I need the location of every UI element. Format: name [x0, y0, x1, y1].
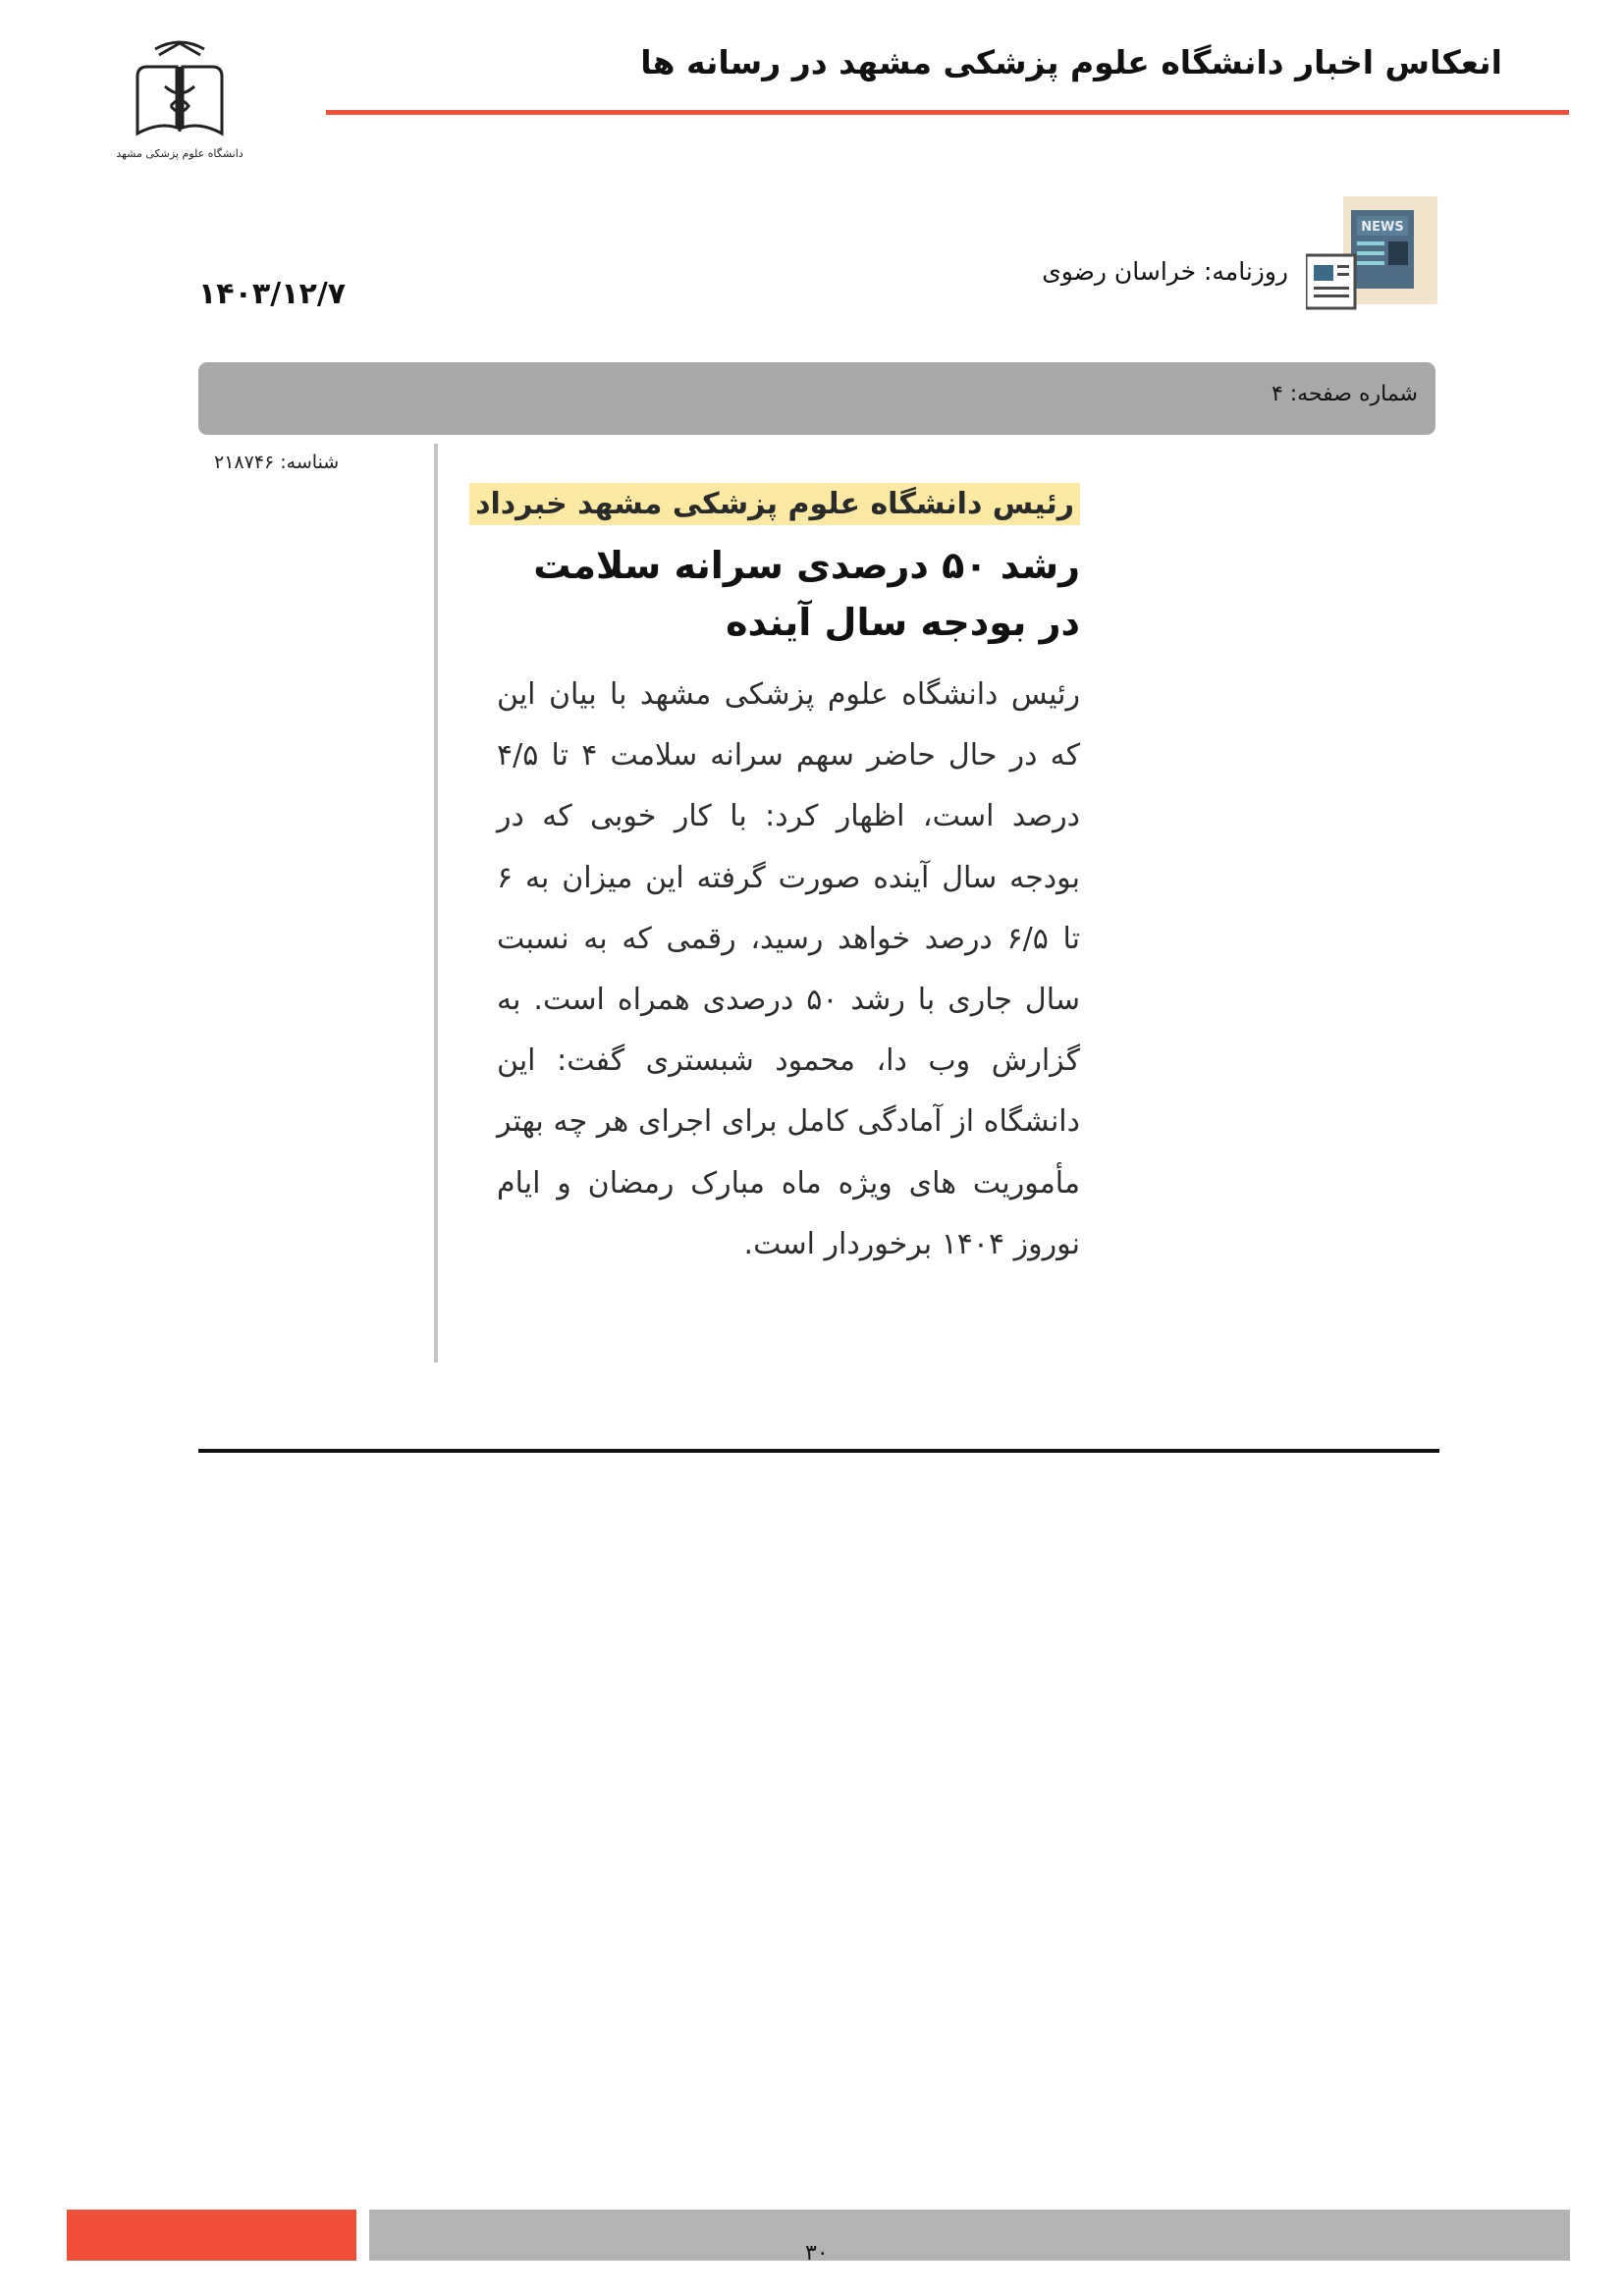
news-clipping [475, 483, 1081, 1275]
article-headline-line-1: رشد ۵۰ درصدی سرانه سلامت [533, 544, 1080, 587]
news-icon-label: NEWS [1361, 220, 1404, 235]
column-divider [434, 444, 438, 1362]
logo-caption: دانشگاه علوم پزشکی مشهد [116, 147, 244, 160]
clipping-bottom-rule [198, 1449, 1439, 1453]
article-body: رئیس دانشگاه علوم پزشکی مشهد با بیان این که در حال حاضر سهم سرانه سلامت ۴ تا ۴/۵ درصد است، اظهار کرد: با کار خوبی که در بودجه سال آینده صورت گرفته این میزان به ۶ تا ۶/۵ درصد خواهد رسید، رقمی که به نسبت سال جاری با رشد ۵۰ درصدی همراه است. به گزارش وب دا، محمود شبستری گفت: این دانشگاه از آمادگی کامل برای اجرای هر چه بهتر مأموریت های ویژه ماه مبارک رمضان و ایام نوروز ۱۴۰۴ برخوردار است. [497, 677, 1081, 1261]
footer-bar [369, 2210, 1570, 2261]
page-number-label: شماره صفحه: ۴ [1271, 382, 1418, 406]
article-headline-line-2: در بودجه سال آینده [726, 601, 1080, 644]
page-number-bar [198, 362, 1435, 435]
footer-accent-bar [67, 2210, 356, 2261]
header-divider [326, 110, 1569, 115]
report-title: انعکاس اخبار دانشگاه علوم پزشکی مشهد در رسانه ها [640, 43, 1502, 81]
article-kicker: رئیس دانشگاه علوم پزشکی مشهد خبرداد [469, 483, 1080, 525]
document-id: شناسه: ۲۱۸۷۴۶ [214, 452, 340, 473]
publication-date: ۱۴۰۳/۱۲/۷ [198, 277, 347, 311]
footer-page-number: ۳۰ [805, 2241, 829, 2266]
newspaper-icon [1306, 196, 1437, 312]
university-logo [116, 37, 244, 165]
newspaper-name: روزنامه: خراسان رضوی [1042, 257, 1288, 286]
